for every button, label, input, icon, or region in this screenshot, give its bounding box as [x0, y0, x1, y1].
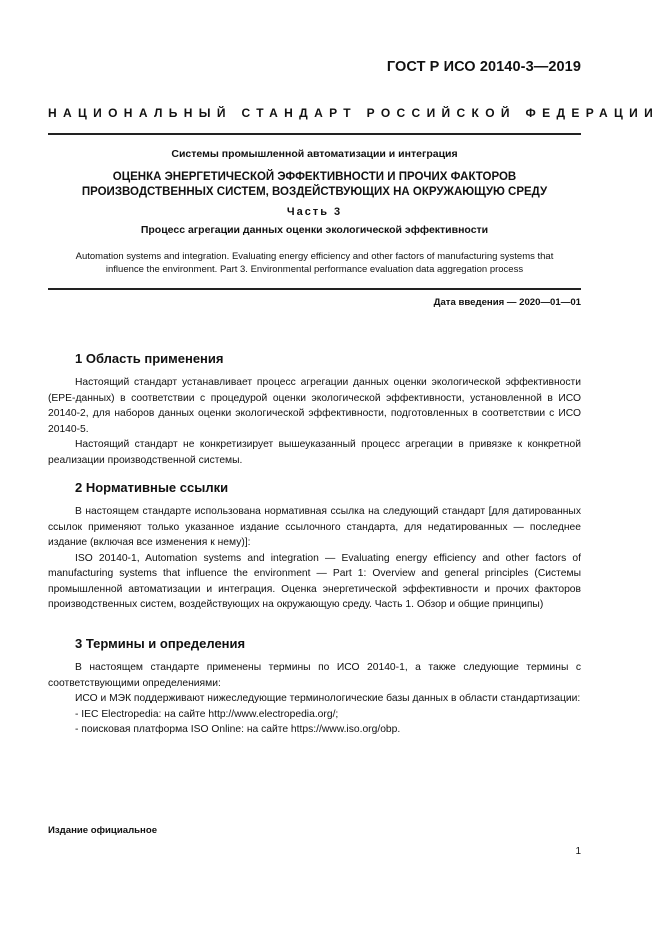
section-body-normative-references: [48, 504, 581, 613]
section-heading-terms-definitions: 3 Термины и определения: [75, 636, 246, 651]
english-title-line-2: influence the environment. Part 3. Environmental performance evaluation data aggregation process: [105, 264, 524, 275]
section-heading-normative-references: 2 Нормативные ссылки: [75, 480, 229, 495]
document-code: ГОСТ Р ИСО 20140-3—2019: [386, 59, 581, 75]
page-number: 1: [575, 846, 581, 857]
list-item: - поисковая платформа ISO Online: на сайте https://www.iso.org/obp.: [75, 724, 401, 735]
middle-divider: [48, 288, 581, 290]
section-heading-scope: 1 Область применения: [75, 351, 224, 366]
official-edition-label: Издание официальное: [48, 825, 158, 836]
paragraph: В настоящем стандарте использована нормативная ссылка на следующий стандарт [для датированных ссылок применяют только указанное издание ссылочного стандарта, для недатированных — последнее издание (включая все изменения к нему)]:: [48, 506, 581, 548]
top-divider: [48, 133, 581, 135]
main-title-line-1: ОЦЕНКА ЭНЕРГЕТИЧЕСКОЙ ЭФФЕКТИВНОСТИ И ПРОЧИХ ФАКТОРОВ: [112, 171, 517, 183]
section-body-scope: [48, 375, 581, 468]
section-body-terms-definitions: [48, 660, 581, 738]
series-title: Системы промышленной автоматизации и интеграция: [171, 148, 458, 160]
main-title-line-2: ПРОИЗВОДСТВЕННЫХ СИСТЕМ, ВОЗДЕЙСТВУЮЩИХ НА ОКРУЖАЮЩУЮ СРЕДУ: [81, 186, 548, 198]
english-title-line-1: Automation systems and integration. Evaluating energy efficiency and other factors of manufacturing systems that: [75, 251, 554, 262]
main-title: [48, 170, 581, 200]
paragraph: ISO 20140-1, Automation systems and integration — Evaluating energy efficiency and other factors of manufacturing systems that influence the environment — Part 1: Overview and general principles (Системы промышленной автоматизации и интеграция. Оценка энергетической эффективности и прочих факторов производственных систем, воздействующих на окружающую среду. Часть 1. Обзор и общие принципы): [48, 552, 581, 610]
national-standard-banner: НАЦИОНАЛЬНЫЙ СТАНДАРТ РОССИЙСКОЙ ФЕДЕРАЦИИ: [48, 106, 660, 120]
paragraph: Настоящий стандарт не конкретизирует вышеуказанный процесс агрегации в привязке к конкретной реализации производственной системы.: [48, 439, 581, 466]
paragraph: Настоящий стандарт устанавливает процесс агрегации данных оценки экологической эффективности (ЕРЕ-данных) в соответствии с процедурой оценки экологической эффективности, установленной в ИСО 20140-2, для наборов данных оценки экологической эффективности, подготовленных в соответствии с ИСО 20140-5.: [48, 377, 581, 435]
paragraph: В настоящем стандарте применены термины по ИСО 20140-1, а также следующие термины с соответствующими определениями:: [48, 662, 581, 689]
part-label: Часть 3: [286, 206, 343, 218]
paragraph: ИСО и МЭК поддерживают нижеследующие терминологические базы данных в области стандартизации:: [75, 693, 581, 704]
introduction-date: Дата введения — 2020—01—01: [433, 297, 581, 308]
part-subtitle: Процесс агрегации данных оценки экологической эффективности: [140, 224, 489, 236]
list-item: - IEC Electropedia: на сайте http://www.electropedia.org/;: [75, 708, 339, 720]
english-title: [58, 250, 571, 276]
